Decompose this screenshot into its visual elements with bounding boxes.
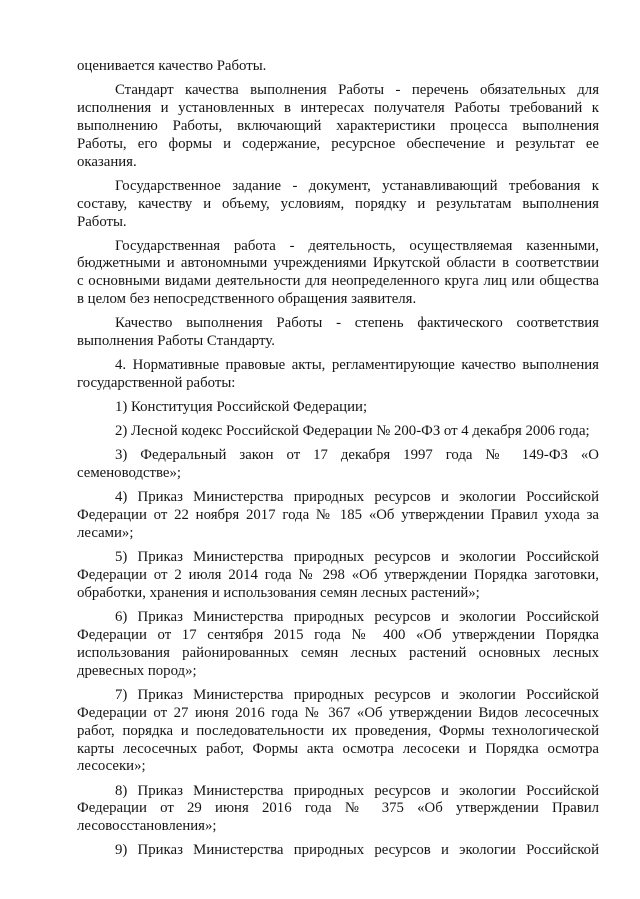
text-line: Федерации от 22 ноября 2017 года № 185 «Об утверждении Правил ухода за <box>77 507 599 524</box>
text-line: 9) Приказ Министерства природных ресурсов и экологии Российской <box>115 842 599 859</box>
list-item-8 <box>77 783 599 837</box>
document-body <box>77 58 599 866</box>
text-line: 7) Приказ Министерства природных ресурсов и экологии Российской <box>115 686 599 703</box>
text-line: обработки, хранения и использования семян лесных растений»; <box>77 585 480 602</box>
text-line: Государственная работа - деятельность, осуществляемая казенными, <box>115 237 599 254</box>
text-line: лесовосстановления»; <box>77 818 217 835</box>
list-item-2 <box>77 423 599 441</box>
text-line: Работы, его формы и содержание, ресурсное обеспечение и результат ее <box>77 135 599 152</box>
text-line: 5) Приказ Министерства природных ресурсов и экологии Российской <box>115 549 599 566</box>
text-line: Работы. <box>77 213 127 230</box>
text-line: 6) Приказ Министерства природных ресурсов и экологии Российской <box>115 609 599 626</box>
paragraph-definition-state-work <box>77 238 599 310</box>
text-line: Стандарт качества выполнения Работы - перечень обязательных для <box>115 82 599 99</box>
text-line: 4. Нормативные правовые акты, регламентирующие качество выполнения <box>115 357 599 374</box>
text-line: в целом без непосредственного обращения заявителя. <box>77 291 417 308</box>
text-line: оценивается качество Работы. <box>77 58 267 74</box>
text-line: выполнения Работы Стандарту. <box>77 333 275 350</box>
text-line: исполнения и установленных в интересах получателя Работы требований к <box>77 99 599 116</box>
text-line: лесами»; <box>77 525 134 542</box>
list-item-9 <box>77 842 599 860</box>
text-line: Качество выполнения Работы - степень фактического соответствия <box>115 315 599 332</box>
text-line: семеноводстве»; <box>77 465 181 482</box>
text-line: Федерации от 2 июля 2014 года № 298 «Об утверждении Порядка заготовки, <box>77 567 599 584</box>
text-line: 2) Лесной кодекс Российской Федерации № 200-ФЗ от 4 декабря 2006 года; <box>115 423 590 440</box>
text-line: лесосеки»; <box>77 758 146 775</box>
text-line: бюджетными и автономными учреждениями Иркутской области в соответствии <box>77 255 599 272</box>
paragraph-definition-standard <box>77 82 599 171</box>
text-line: выполнению Работы, включающий характеристики процесса выполнения <box>77 117 599 134</box>
text-line: использования районированных семян лесных растений основных лесных <box>77 644 599 661</box>
paragraph-definition-quality <box>77 315 599 351</box>
text-line: 4) Приказ Министерства природных ресурсов и экологии Российской <box>115 489 599 506</box>
text-line: составу, качеству и объему, условиям, порядку и результатам выполнения <box>77 195 599 212</box>
text-line: Государственное задание - документ, устанавливающий требования к <box>115 177 599 194</box>
paragraph-section-4 <box>77 357 599 393</box>
text-line: работ, порядка и последовательности их проведения, Формы технологической <box>77 722 599 739</box>
text-line: древесных пород»; <box>77 662 197 679</box>
text-line: Федерации от 17 сентября 2015 года № 400 «Об утверждении Порядка <box>77 627 599 643</box>
text-line: Федерации от 29 июня 2016 года № 375 «Об утверждении Правил <box>77 800 599 817</box>
paragraph-definition-state-task <box>77 178 599 232</box>
list-item-5 <box>77 549 599 603</box>
list-item-3 <box>77 447 599 483</box>
text-line: оказания. <box>77 153 137 170</box>
list-item-7 <box>77 687 599 776</box>
text-line: 8) Приказ Министерства природных ресурсов и экологии Российской <box>115 782 599 799</box>
paragraph-0 <box>77 58 599 76</box>
text-line: Федерации от 27 июня 2016 года № 367 «Об утверждении Видов лесосечных <box>77 704 599 721</box>
list-item-1 <box>77 399 599 417</box>
text-line: 3) Федеральный закон от 17 декабря 1997 года № 149-ФЗ «О <box>115 447 599 464</box>
list-item-6 <box>77 609 599 681</box>
text-line: 1) Конституция Российской Федерации; <box>115 399 368 416</box>
list-item-4 <box>77 489 599 543</box>
text-line: с основными видами деятельности для неопределенного круга лиц или общества <box>77 273 599 290</box>
text-line: карты лесосечных работ, Формы акта осмотра лесосеки и Порядка осмотра <box>77 740 599 757</box>
text-line: государственной работы: <box>77 375 236 392</box>
